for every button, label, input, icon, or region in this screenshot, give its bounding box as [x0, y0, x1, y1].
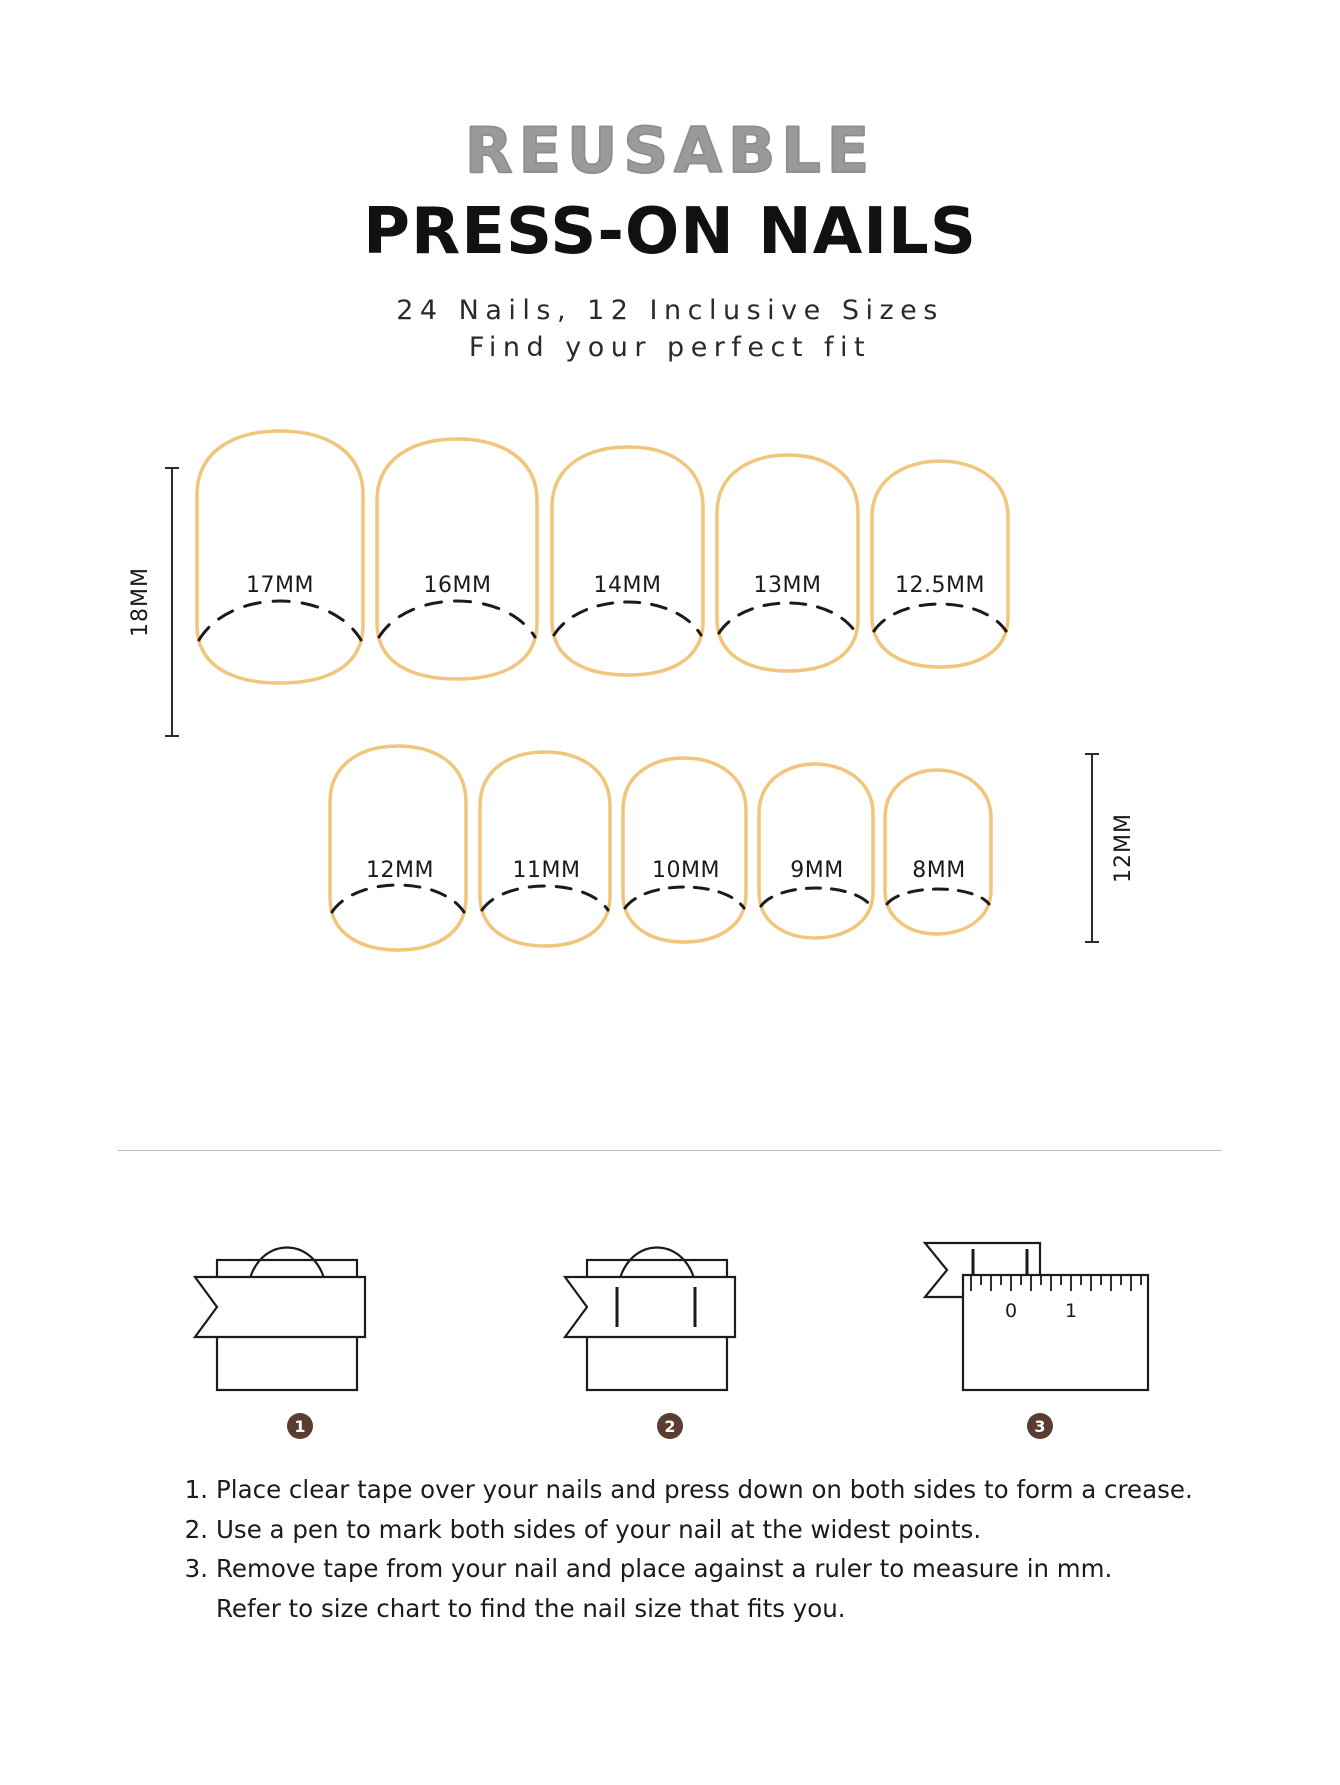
- ruler-tick-0: 0: [1004, 1300, 1018, 1322]
- step-2: [540, 1205, 800, 1439]
- outline-title: REUSABLE: [464, 114, 876, 187]
- instruction-item: [178, 1510, 1220, 1550]
- steps-illustrations: [0, 1205, 1340, 1439]
- nail-size-chart: [0, 405, 1340, 995]
- instruction-continued: Refer to size chart to find the nail size that fits you.: [216, 1594, 846, 1624]
- nail-12mm: [320, 740, 480, 960]
- nail-11mm: [470, 740, 623, 960]
- instructions-list: [178, 1470, 1220, 1629]
- step-3-badge: 3: [1027, 1413, 1053, 1439]
- step-3-icon: [915, 1205, 1165, 1395]
- row2-height-dimension: [1085, 753, 1136, 943]
- subtitle-line-2: Find your perfect fit: [468, 332, 872, 364]
- nail-size-label: 10MM: [652, 858, 720, 884]
- step-2-icon: [545, 1205, 795, 1395]
- nail-size-label: 11MM: [512, 858, 581, 884]
- nail-size-label: 17MM: [246, 573, 314, 599]
- nail-9mm: [749, 740, 885, 960]
- nail-12-5mm: [860, 425, 1020, 690]
- instruction-text: Use a pen to mark both sides of your nail at the widest points.: [216, 1514, 982, 1544]
- step-3: [910, 1205, 1170, 1439]
- nail-size-label: 9MM: [790, 858, 844, 884]
- nail-14mm: [540, 425, 715, 690]
- row1-height-dimension: [128, 467, 179, 737]
- nail-size-label: 8MM: [912, 858, 966, 884]
- row1-height-label: 18MM: [128, 567, 153, 638]
- step-1-badge: 1: [287, 1413, 313, 1439]
- ruler-tick-1: 1: [1064, 1300, 1078, 1322]
- page-title: PRESS-ON NAILS: [363, 195, 977, 270]
- nail-row-small: [320, 740, 1003, 960]
- nail-16mm: [365, 425, 550, 690]
- step-2-badge: 2: [657, 1413, 683, 1439]
- nail-size-label: 16MM: [423, 573, 492, 599]
- nail-17mm: [185, 425, 375, 690]
- nail-size-label: 14MM: [593, 573, 662, 599]
- page-header: [0, 0, 1340, 363]
- nail-10mm: [613, 740, 759, 960]
- nail-row-large: [185, 425, 1020, 690]
- nail-13mm: [705, 425, 870, 690]
- nail-size-label: 12.5MM: [895, 573, 985, 599]
- row2-height-label: 12MM: [1111, 813, 1136, 884]
- step-1-icon: [175, 1205, 425, 1395]
- instruction-number: 1.: [184, 1475, 208, 1504]
- instruction-text: Remove tape from your nail and place against a ruler to measure in mm.: [216, 1554, 1113, 1584]
- nail-8mm: [875, 740, 1003, 960]
- subtitle-line-1: 24 Nails, 12 Inclusive Sizes: [396, 295, 944, 327]
- instruction-item: [178, 1470, 1220, 1510]
- section-divider: [118, 1150, 1222, 1151]
- step-1: [170, 1205, 430, 1439]
- nail-size-label: 13MM: [753, 573, 822, 599]
- instruction-text: Place clear tape over your nails and press down on both sides to form a crease.: [216, 1475, 1193, 1504]
- instruction-number: 2.: [184, 1514, 208, 1544]
- nail-size-label: 12MM: [366, 858, 434, 884]
- instruction-item: [178, 1549, 1220, 1589]
- instruction-number: 3.: [184, 1554, 208, 1584]
